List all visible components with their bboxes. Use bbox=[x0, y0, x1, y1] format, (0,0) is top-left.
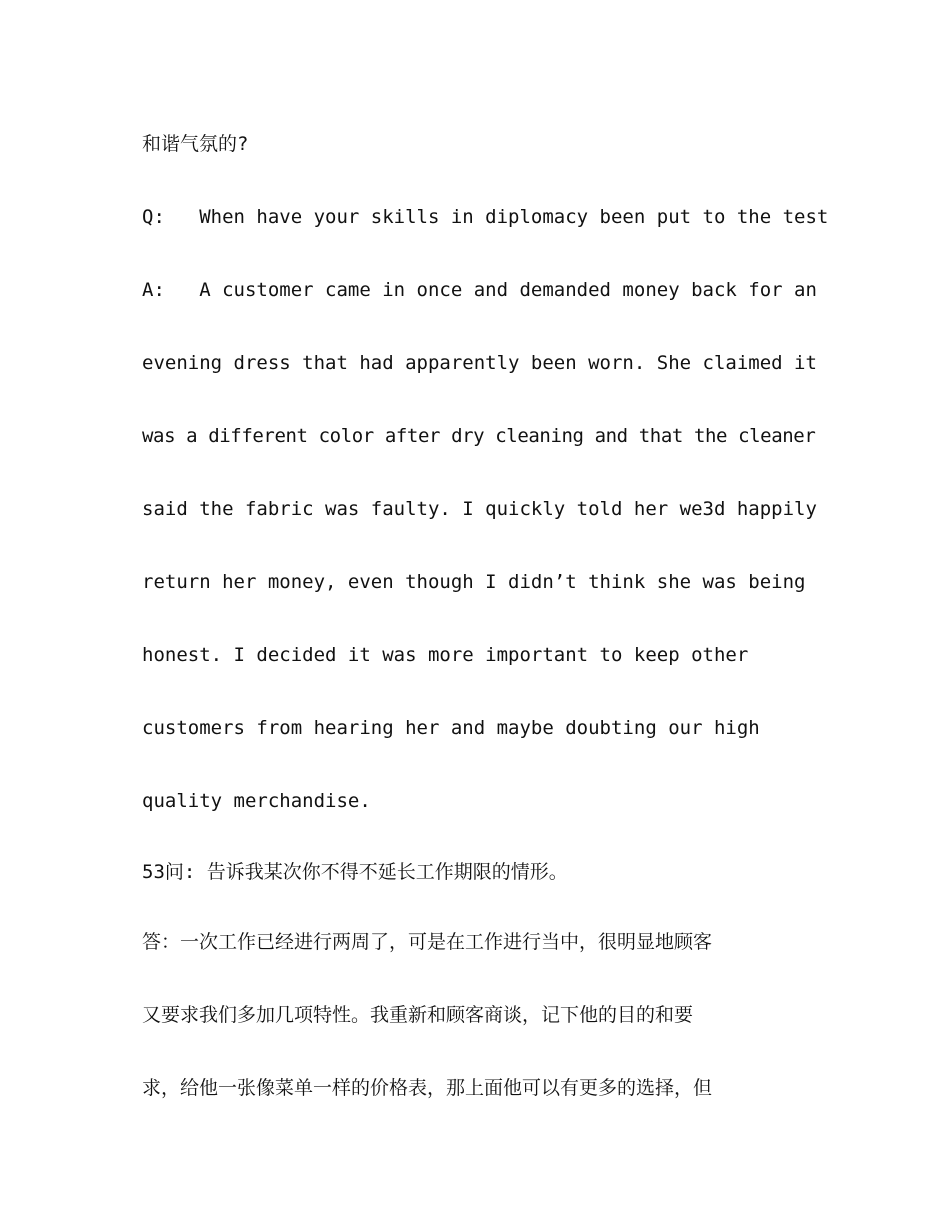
text-line: customers from hearing her and maybe doubting our high bbox=[142, 717, 760, 739]
answer-text-line: 答：一次工作已经进行两周了，可是在工作进行当中，很明显地顾客 bbox=[142, 931, 713, 953]
text-line: evening dress that had apparently been worn. She claimed it bbox=[142, 352, 817, 374]
text-line: said the fabric was faulty. I quickly told her we3d happily bbox=[142, 498, 817, 520]
text-line: 和谐气氛的? bbox=[142, 133, 249, 155]
text-line: Q: When have your skills in diplomacy been put to the test bbox=[142, 206, 829, 228]
answer-text-line: 又要求我们多加几项特性。我重新和顾客商谈，记下他的目的和要 bbox=[142, 1004, 694, 1026]
text-line: quality merchandise. bbox=[142, 790, 371, 812]
question-heading: 53问: 告诉我某次你不得不延长工作期限的情形。 bbox=[142, 861, 568, 883]
text-line: was a different color after dry cleaning and that the cleaner bbox=[142, 425, 816, 447]
text-line: honest. I decided it was more important to keep other bbox=[142, 644, 749, 666]
answer-text-line: 求，给他一张像菜单一样的价格表，那上面他可以有更多的选择，但 bbox=[142, 1077, 713, 1099]
text-line: return her money, even though I didn’t think she was being bbox=[142, 571, 806, 593]
text-line: A: A customer came in once and demanded money back for an bbox=[142, 279, 817, 301]
